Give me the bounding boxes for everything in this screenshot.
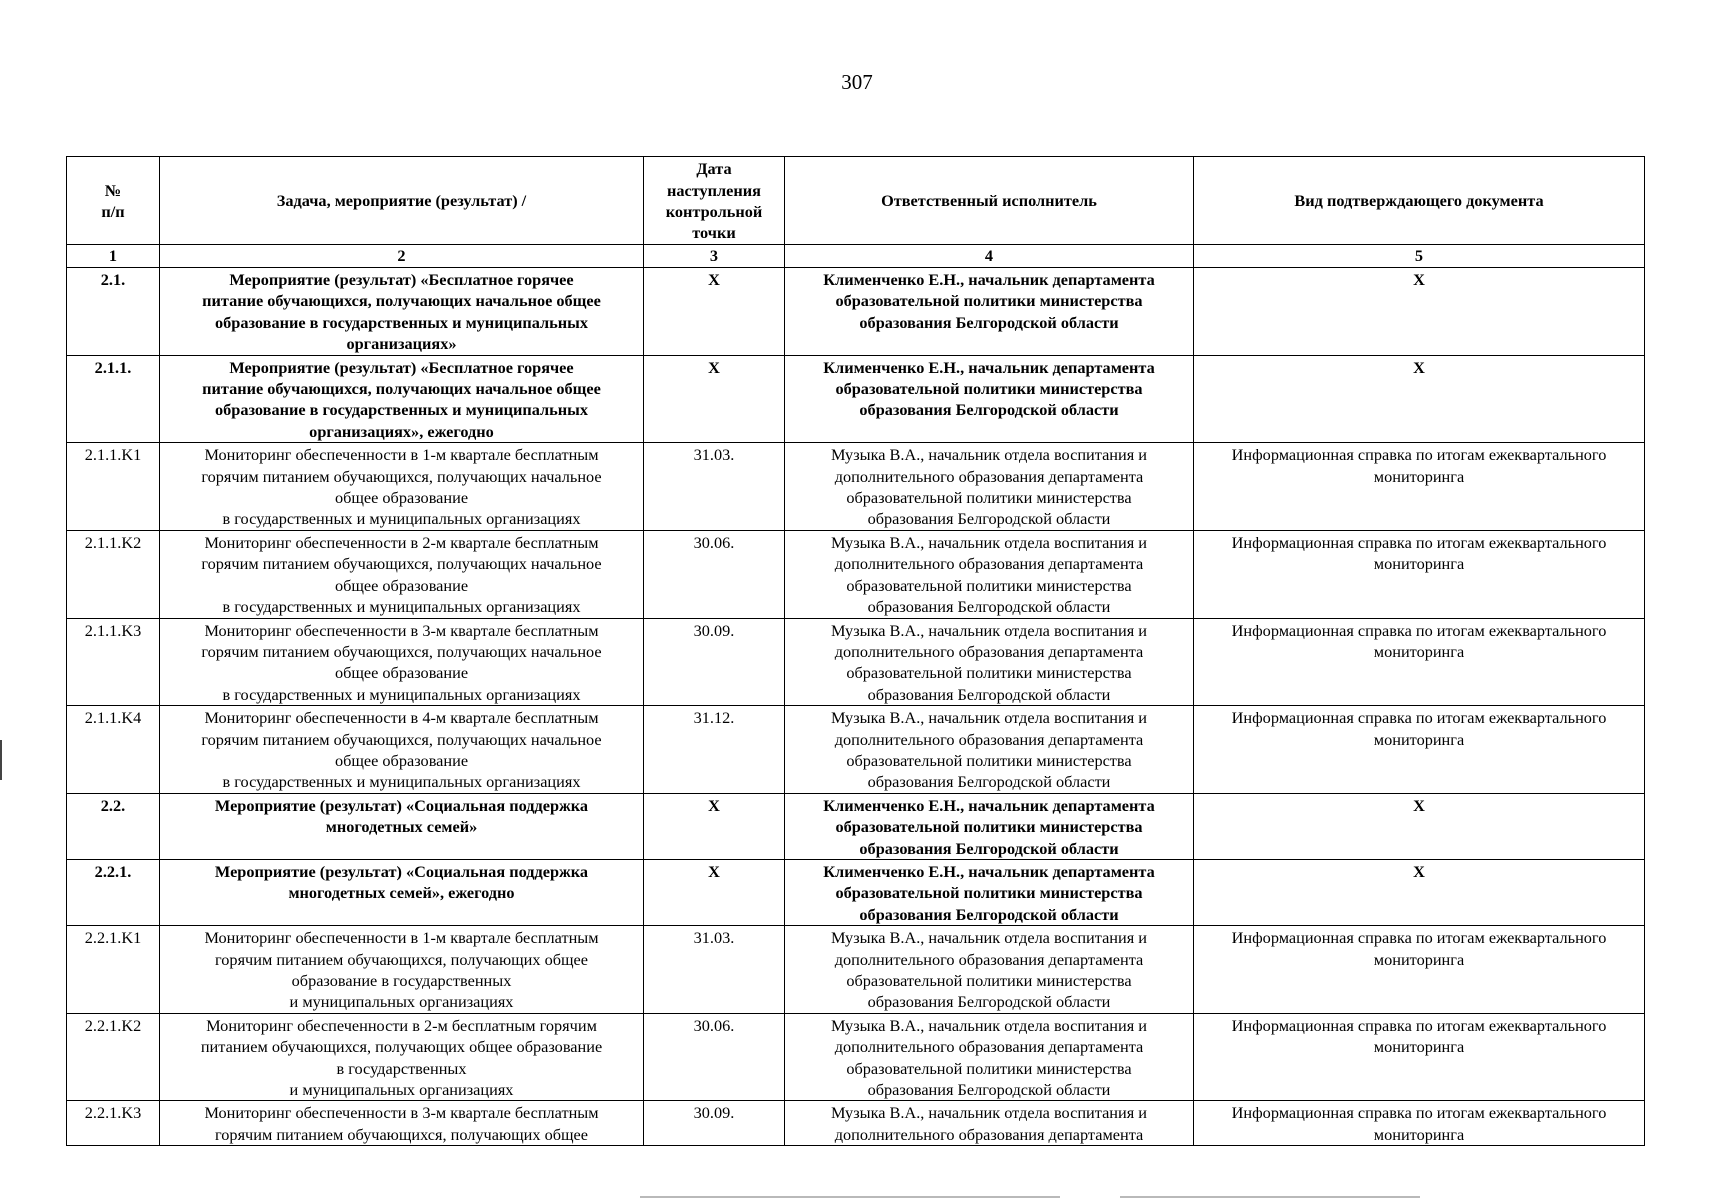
header-task: Задача, мероприятие (результат) /	[160, 157, 644, 245]
responsible-cell: Клименченко Е.Н., начальник департамента образовательной политики министерства образования Белгородской области	[785, 268, 1194, 356]
task-cell: Мониторинг обеспеченности в 1-м квартале бесплатным горячим питанием обучающихся, получающих общее образование в государственных и муниципальных организациях	[160, 926, 644, 1014]
document-cell: Информационная справка по итогам ежеквартального мониторинга	[1194, 618, 1645, 706]
column-number: 2	[160, 245, 644, 268]
row-number-cell: 2.1.	[67, 268, 160, 356]
task-cell: Мероприятие (результат) «Бесплатное горячее питание обучающихся, получающих начальное общее образование в государственных и муниципальных организациях», ежегодно	[160, 355, 644, 443]
column-numbers-row	[67, 245, 1645, 268]
table-row	[67, 443, 1645, 531]
row-number-cell: 2.1.1.K4	[67, 706, 160, 794]
column-number: 3	[644, 245, 785, 268]
task-cell: Мероприятие (результат) «Социальная поддержка многодетных семей», ежегодно	[160, 859, 644, 925]
responsible-cell: Клименченко Е.Н., начальник департамента образовательной политики министерства образования Белгородской области	[785, 793, 1194, 859]
table-row	[67, 926, 1645, 1014]
table-row	[67, 859, 1645, 925]
document-cell: X	[1194, 859, 1645, 925]
table-row	[67, 1013, 1645, 1101]
date-cell: X	[644, 793, 785, 859]
date-cell: 31.12.	[644, 706, 785, 794]
column-number: 4	[785, 245, 1194, 268]
table-header-row	[67, 157, 1645, 245]
date-cell: X	[644, 268, 785, 356]
row-number-cell: 2.1.1.K2	[67, 530, 160, 618]
document-cell: Информационная справка по итогам ежеквартального мониторинга	[1194, 443, 1645, 531]
control-points-table	[66, 156, 1645, 1146]
table-row	[67, 268, 1645, 356]
task-cell: Мониторинг обеспеченности в 2-м квартале бесплатным горячим питанием обучающихся, получающих начальное общее образование в государственных и муниципальных организациях	[160, 530, 644, 618]
column-number: 5	[1194, 245, 1645, 268]
document-cell: X	[1194, 355, 1645, 443]
document-cell: Информационная справка по итогам ежеквартального мониторинга	[1194, 530, 1645, 618]
row-number-cell: 2.1.1.K3	[67, 618, 160, 706]
responsible-cell: Клименченко Е.Н., начальник департамента образовательной политики министерства образования Белгородской области	[785, 355, 1194, 443]
date-cell: 30.06.	[644, 1013, 785, 1101]
row-number-cell: 2.2.1.	[67, 859, 160, 925]
header-number: № п/п	[67, 157, 160, 245]
document-cell: Информационная справка по итогам ежеквартального мониторинга	[1194, 1101, 1645, 1146]
date-cell: 30.06.	[644, 530, 785, 618]
table-row	[67, 618, 1645, 706]
document-cell: Информационная справка по итогам ежеквартального мониторинга	[1194, 1013, 1645, 1101]
header-date: Дата наступления контрольной точки	[644, 157, 785, 245]
responsible-cell: Музыка В.А., начальник отдела воспитания и дополнительного образования департамента	[785, 1101, 1194, 1146]
page-number: 307	[841, 70, 873, 94]
row-number-cell: 2.2.1.K1	[67, 926, 160, 1014]
row-number-cell: 2.2.1.K2	[67, 1013, 160, 1101]
date-cell: X	[644, 355, 785, 443]
responsible-cell: Музыка В.А., начальник отдела воспитания и дополнительного образования департамента образовательной политики министерства образования Белгородской области	[785, 706, 1194, 794]
document-cell: X	[1194, 268, 1645, 356]
date-cell: 30.09.	[644, 618, 785, 706]
row-number-cell: 2.2.1.K3	[67, 1101, 160, 1146]
responsible-cell: Музыка В.А., начальник отдела воспитания и дополнительного образования департамента образовательной политики министерства образования Белгородской области	[785, 443, 1194, 531]
row-number-cell: 2.2.	[67, 793, 160, 859]
table-row	[67, 793, 1645, 859]
date-cell: 31.03.	[644, 926, 785, 1014]
scan-artifact	[640, 1196, 1060, 1198]
header-responsible: Ответственный исполнитель	[785, 157, 1194, 245]
task-cell: Мониторинг обеспеченности в 1-м квартале бесплатным горячим питанием обучающихся, получающих начальное общее образование в государственных и муниципальных организациях	[160, 443, 644, 531]
date-cell: 30.09.	[644, 1101, 785, 1146]
task-cell: Мониторинг обеспеченности в 4-м квартале бесплатным горячим питанием обучающихся, получающих начальное общее образование в государственных и муниципальных организациях	[160, 706, 644, 794]
task-cell: Мероприятие (результат) «Бесплатное горячее питание обучающихся, получающих начальное общее образование в государственных и муниципальных организациях»	[160, 268, 644, 356]
task-cell: Мероприятие (результат) «Социальная поддержка многодетных семей»	[160, 793, 644, 859]
table-row	[67, 706, 1645, 794]
scan-edge-mark	[0, 740, 2, 780]
table-row	[67, 530, 1645, 618]
table-row	[67, 355, 1645, 443]
date-cell: X	[644, 859, 785, 925]
row-number-cell: 2.1.1.K1	[67, 443, 160, 531]
document-cell: Информационная справка по итогам ежеквартального мониторинга	[1194, 926, 1645, 1014]
document-cell: Информационная справка по итогам ежеквартального мониторинга	[1194, 706, 1645, 794]
column-number: 1	[67, 245, 160, 268]
responsible-cell: Музыка В.А., начальник отдела воспитания и дополнительного образования департамента образовательной политики министерства образования Белгородской области	[785, 618, 1194, 706]
date-cell: 31.03.	[644, 443, 785, 531]
header-document: Вид подтверждающего документа	[1194, 157, 1645, 245]
table-row	[67, 1101, 1645, 1146]
task-cell: Мониторинг обеспеченности в 2-м бесплатным горячим питанием обучающихся, получающих общее образование в государственных и муниципальных организациях	[160, 1013, 644, 1101]
document-cell: X	[1194, 793, 1645, 859]
responsible-cell: Музыка В.А., начальник отдела воспитания и дополнительного образования департамента образовательной политики министерства образования Белгородской области	[785, 926, 1194, 1014]
responsible-cell: Клименченко Е.Н., начальник департамента образовательной политики министерства образования Белгородской области	[785, 859, 1194, 925]
row-number-cell: 2.1.1.	[67, 355, 160, 443]
task-cell: Мониторинг обеспеченности в 3-м квартале бесплатным горячим питанием обучающихся, получающих начальное общее образование в государственных и муниципальных организациях	[160, 618, 644, 706]
responsible-cell: Музыка В.А., начальник отдела воспитания и дополнительного образования департамента образовательной политики министерства образования Белгородской области	[785, 530, 1194, 618]
scan-artifact	[1120, 1196, 1420, 1198]
task-cell: Мониторинг обеспеченности в 3-м квартале бесплатным горячим питанием обучающихся, получающих общее	[160, 1101, 644, 1146]
responsible-cell: Музыка В.А., начальник отдела воспитания и дополнительного образования департамента образовательной политики министерства образования Белгородской области	[785, 1013, 1194, 1101]
